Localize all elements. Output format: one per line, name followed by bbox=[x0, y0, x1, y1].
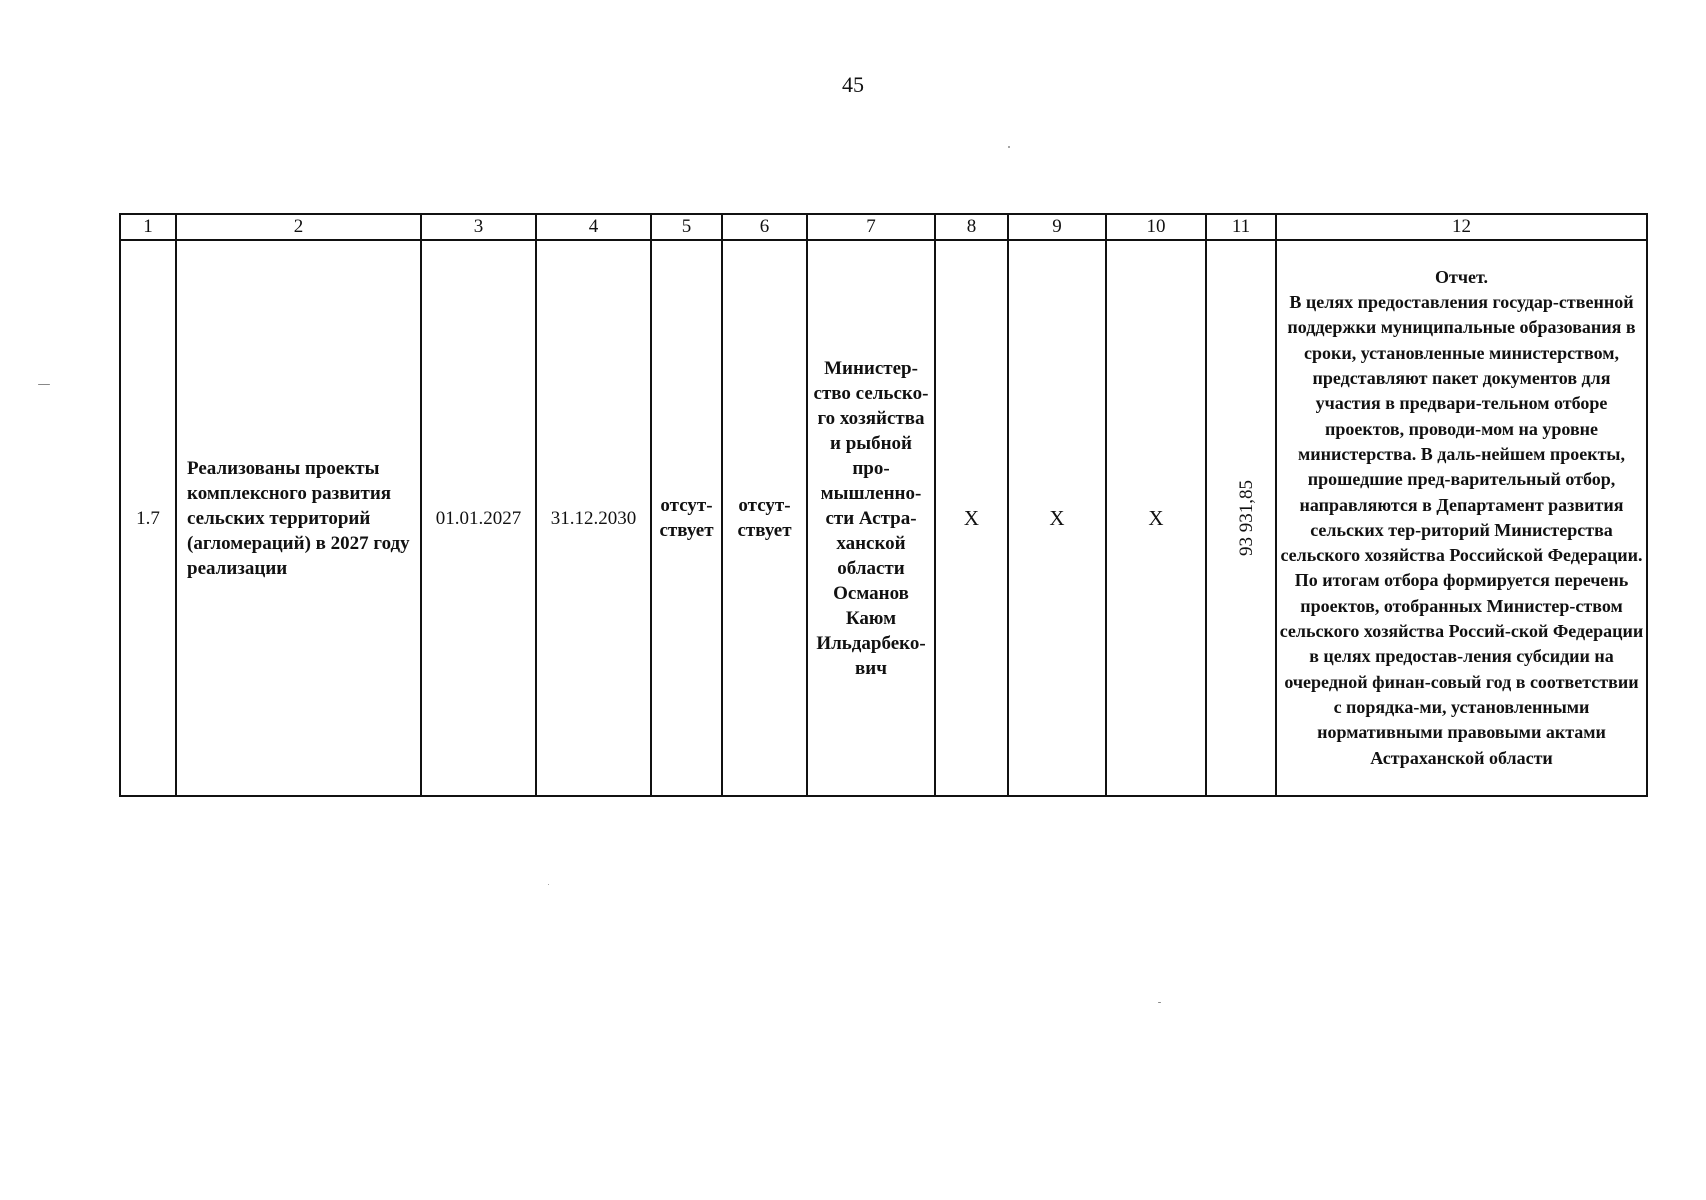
table-row bbox=[120, 240, 1647, 796]
scan-speck bbox=[1158, 1002, 1161, 1003]
header-cell-1: 1 bbox=[120, 214, 176, 240]
header-cell-9: 9 bbox=[1008, 214, 1106, 240]
col5-value: отсут-ствует bbox=[651, 240, 722, 796]
header-cell-10: 10 bbox=[1106, 214, 1206, 240]
plan-table bbox=[119, 213, 1648, 797]
page-number: 45 bbox=[842, 72, 864, 97]
start-date: 01.01.2027 bbox=[421, 240, 536, 796]
header-cell-3: 3 bbox=[421, 214, 536, 240]
col9-value: Х bbox=[1008, 240, 1106, 796]
col6-value: отсут-ствует bbox=[722, 240, 807, 796]
header-row bbox=[120, 214, 1647, 240]
header-cell-7: 7 bbox=[807, 214, 935, 240]
remark-text: В целях предоставления государ-ственной поддержки муниципальные образования в сроки, установленные министерством, представляют пакет документов для участия в предвари-тельном отборе проектов, проводи-мом на уровне министерства. В даль-нейшем проекты, прошедшие пред-варительный отбор, направляются в Департамент развития сельских тер-риторий Министерства сельского хозяйства Российской Федерации. По итогам отбора формируется перечень проектов, отобранных Министер-ством сельского хозяйства Россий-ской Федерации в целях предостав-ления субсидии на очередной финан-совый год в соответствии с порядка-ми, установленными нормативными правовыми актами Астраханской области bbox=[1279, 292, 1644, 768]
scan-speck bbox=[548, 884, 549, 885]
header-cell-5: 5 bbox=[651, 214, 722, 240]
remark-cell bbox=[1276, 240, 1647, 796]
header-cell-11: 11 bbox=[1206, 214, 1276, 240]
end-date: 31.12.2030 bbox=[536, 240, 651, 796]
amount-cell bbox=[1206, 240, 1276, 796]
header-cell-12: 12 bbox=[1276, 214, 1647, 240]
col10-value: Х bbox=[1106, 240, 1206, 796]
col8-value: Х bbox=[935, 240, 1008, 796]
remark-title: Отчет. bbox=[1435, 267, 1488, 288]
scan-speck bbox=[1008, 146, 1010, 148]
header-cell-4: 4 bbox=[536, 214, 651, 240]
result-description: Реализованы проекты комплексного развития сельских территорий (агломераций) в 2027 году реализации bbox=[176, 240, 421, 796]
header-cell-8: 8 bbox=[935, 214, 1008, 240]
responsible-person: Министер-ство сельско-го хозяйства и рыбной про-мышленно-сти Астра-ханской области Османов Каюм Ильдарбеко-вич bbox=[807, 240, 935, 796]
header-cell-6: 6 bbox=[722, 214, 807, 240]
amount-value: 93 931,85 bbox=[1236, 480, 1257, 556]
row-number: 1.7 bbox=[120, 240, 176, 796]
scan-speck bbox=[38, 384, 50, 385]
header-cell-2: 2 bbox=[176, 214, 421, 240]
